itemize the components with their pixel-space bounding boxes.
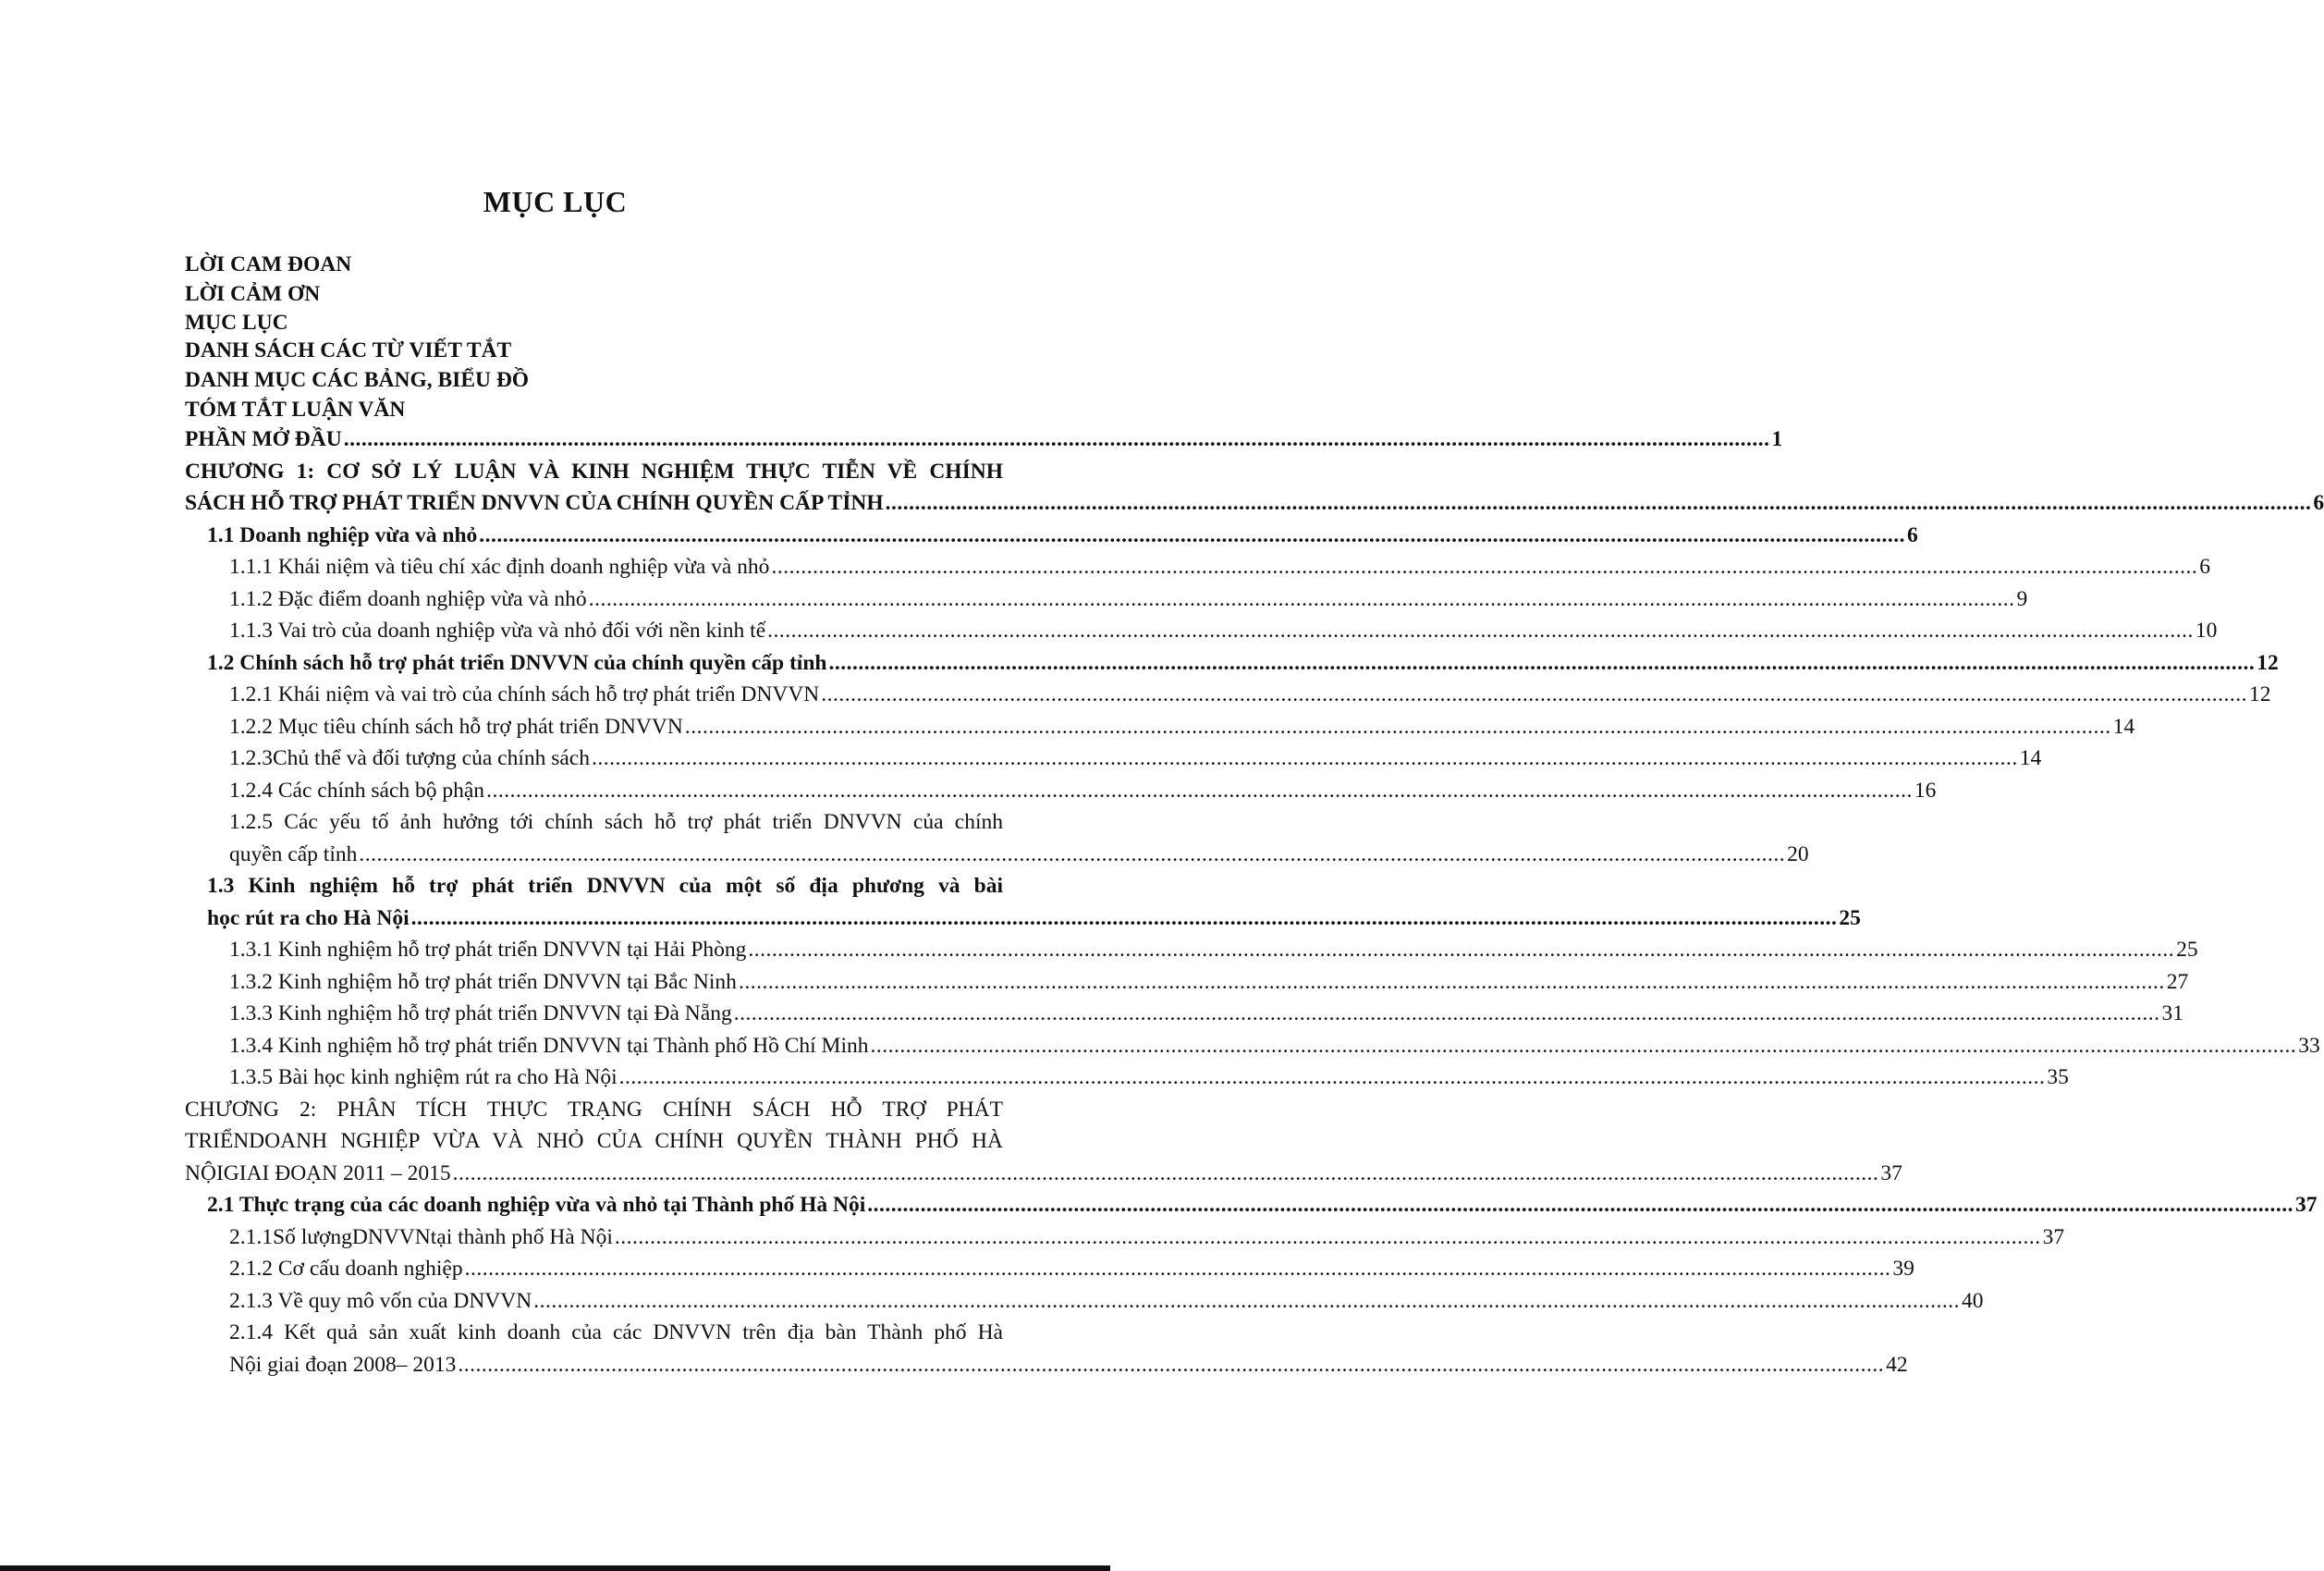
toc-leader-dots: .................................................................................................................................................................................................................................................. (885, 491, 2312, 515)
toc-entry-1-3[interactable] (185, 902, 1861, 935)
toc-entry-text: 1.2.3Chủ thể và đối tượng của chính sách (229, 746, 590, 770)
toc-entry-loi-cam-on[interactable] (185, 280, 1003, 309)
toc-leader-dots: .................................................................................................................................................................................................................................................. (738, 969, 2165, 994)
toc-entry-1-1[interactable] (185, 520, 1918, 552)
toc-entry-text: Nội giai đoạn 2008– 2013 (229, 1352, 457, 1377)
toc-entry-text: 1.1.3 Vai trò của doanh nghiệp vừa và nhỏ đối với nền kinh tế (229, 619, 766, 643)
toc-entry-text: LỜI CAM ĐOAN (185, 252, 352, 276)
toc-page-number: 14 (2019, 746, 2042, 770)
toc-entry-1-2-2[interactable] (185, 711, 2135, 743)
toc-page-number: 25 (2176, 938, 2198, 962)
toc-page-number: 6 (1907, 522, 1918, 547)
toc-entry-1-1-2[interactable] (185, 583, 2028, 616)
toc-page-number: 27 (2166, 969, 2189, 994)
toc-leader-dots: .................................................................................................................................................................................................................................................. (458, 1352, 1885, 1377)
toc-leader-dots: .................................................................................................................................................................................................................................................. (452, 1160, 1879, 1185)
toc-entry-chuong1[interactable] (185, 487, 2324, 520)
table-of-contents (185, 250, 2324, 1381)
toc-entry-chuong2[interactable] (185, 1158, 1902, 1190)
toc-entry-1-3-1[interactable] (185, 934, 2198, 966)
toc-page-number: 6 (2199, 555, 2210, 579)
toc-page-number: 37 (2295, 1193, 2318, 1217)
toc-page-number: 39 (1892, 1257, 1914, 1281)
toc-entry-text: 1.3.5 Bài học kinh nghiệm rút ra cho Hà Nội (229, 1065, 618, 1089)
toc-entry-text: 1.3.4 Kinh nghiệm hỗ trợ phát triển DNVVN tại Thành phố Hồ Chí Minh (229, 1033, 869, 1058)
toc-page-number: 14 (2112, 714, 2135, 739)
toc-page-number: 40 (1961, 1288, 1984, 1313)
toc-page-number: 10 (2195, 619, 2218, 643)
toc-entry-1-3-2[interactable] (185, 966, 2189, 999)
toc-entry-chuong1-line1[interactable]: CHƯƠNG 1: CƠ SỞ LÝ LUẬN VÀ KINH NGHIỆM THỰC TIỄN VỀ CHÍNH (185, 459, 1003, 484)
toc-entry-muc-luc[interactable] (185, 309, 1003, 338)
toc-entry-text: học rút ra cho Hà Nội (207, 905, 410, 930)
toc-entry-text: 1.2 Chính sách hỗ trợ phát triển DNVVN của chính quyền cấp tỉnh (207, 650, 827, 675)
toc-page-number: 31 (2161, 1001, 2183, 1025)
toc-leader-dots: .................................................................................................................................................................................................................................................. (767, 619, 2194, 643)
toc-page-number: 1 (1771, 427, 1783, 451)
toc-entry-chuong2-line2[interactable]: TRIỂNDOANH NGHIỆP VỪA VÀ NHỎ CỦA CHÍNH QUYỀN THÀNH PHỐ HÀ (185, 1129, 1003, 1153)
toc-leader-dots: .................................................................................................................................................................................................................................................. (867, 1193, 2294, 1217)
toc-leader-dots: .................................................................................................................................................................................................................................................. (748, 938, 2175, 962)
toc-entry-chuong2-line1[interactable]: CHƯƠNG 2: PHÂN TÍCH THỰC TRẠNG CHÍNH SÁCH HỖ TRỢ PHÁT (185, 1097, 1003, 1122)
toc-entry-2-1-4-line1[interactable]: 2.1.4 Kết quả sản xuất kinh doanh của các DNVVN trên địa bàn Thành phố Hà (229, 1320, 1003, 1344)
toc-entry-text: 1.1 Doanh nghiệp vừa và nhỏ (207, 522, 478, 547)
toc-entry-text: 1.2.1 Khái niệm và vai trò của chính sách hỗ trợ phát triển DNVVN (229, 682, 820, 706)
toc-leader-dots: .................................................................................................................................................................................................................................................. (359, 841, 1786, 866)
toc-entry-text: TÓM TẮT LUẬN VĂN (185, 397, 406, 422)
toc-entry-text: quyền cấp tỉnh (229, 841, 358, 866)
toc-leader-dots: .................................................................................................................................................................................................................................................. (588, 586, 2015, 611)
toc-entry-text: 2.1.1Số lượngDNVVNtại thành phố Hà Nội (229, 1224, 613, 1249)
toc-leader-dots: .................................................................................................................................................................................................................................................. (592, 746, 2018, 770)
toc-entry-danh-sach-tu-viet-tat[interactable] (185, 337, 1003, 365)
toc-leader-dots: .................................................................................................................................................................................................................................................. (533, 1288, 1960, 1313)
toc-leader-dots: .................................................................................................................................................................................................................................................. (614, 1224, 2041, 1249)
toc-leader-dots: .................................................................................................................................................................................................................................................. (771, 555, 2198, 579)
toc-page-number: 37 (1880, 1160, 1902, 1185)
toc-entry-text: NỘIGIAI ĐOẠN 2011 – 2015 (185, 1160, 451, 1185)
toc-entry-1-2-3[interactable] (185, 743, 2042, 775)
toc-entry-text: 1.2.4 Các chính sách bộ phận (229, 778, 485, 803)
toc-page-number: 35 (2047, 1065, 2069, 1089)
toc-entry-text: DANH MỤC CÁC BẢNG, BIỂU ĐỒ (185, 367, 530, 392)
toc-entry-1-3-4[interactable] (185, 1030, 2320, 1062)
toc-leader-dots: .................................................................................................................................................................................................................................................. (464, 1257, 1891, 1281)
toc-entry-1-3-3[interactable] (185, 998, 2183, 1030)
toc-page-number: 20 (1787, 841, 1809, 866)
toc-entry-danh-muc-bang[interactable] (185, 365, 1003, 396)
toc-entry-text: SÁCH HỖ TRỢ PHÁT TRIỂN DNVVN CỦA CHÍNH QUYỀN CẤP TỈNH (185, 491, 884, 515)
toc-entry-2-1-4[interactable] (185, 1349, 1908, 1381)
toc-entry-text: 1.3.2 Kinh nghiệm hỗ trợ phát triển DNVVN tại Bắc Ninh (229, 969, 737, 994)
toc-entry-2-1-3[interactable] (185, 1285, 1984, 1318)
toc-entry-text: 1.1.2 Đặc điểm doanh nghiệp vừa và nhỏ (229, 586, 587, 611)
toc-entry-text: 1.3.1 Kinh nghiệm hỗ trợ phát triển DNVVN tại Hải Phòng (229, 938, 747, 962)
toc-leader-dots: .................................................................................................................................................................................................................................................. (410, 905, 1838, 930)
toc-page-number: 37 (2042, 1224, 2065, 1249)
toc-entry-text: PHẦN MỞ ĐẦU (185, 427, 342, 451)
toc-page-number: 12 (2249, 682, 2271, 706)
page-bottom-edge (0, 1565, 1110, 1571)
toc-entry-1-2[interactable] (185, 647, 2279, 680)
toc-entry-2-1-2[interactable] (185, 1253, 1914, 1285)
toc-entry-phan-mo-dau[interactable] (185, 423, 1783, 456)
toc-entry-1-1-1[interactable] (185, 551, 2210, 583)
toc-leader-dots: .................................................................................................................................................................................................................................................. (684, 714, 2111, 739)
toc-leader-dots: .................................................................................................................................................................................................................................................. (733, 1001, 2160, 1025)
toc-leader-dots: .................................................................................................................................................................................................................................................. (479, 522, 1906, 547)
toc-entry-text: 2.1.3 Về quy mô vốn của DNVVN (229, 1288, 532, 1313)
toc-entry-text: 2.1 Thực trạng của các doanh nghiệp vừa và nhỏ tại Thành phố Hà Nội (207, 1193, 866, 1217)
toc-entry-1-3-5[interactable] (185, 1062, 2069, 1094)
toc-entry-2-1-1[interactable] (185, 1221, 2065, 1254)
toc-leader-dots: .................................................................................................................................................................................................................................................. (828, 650, 2256, 675)
toc-page-number: 9 (2016, 586, 2028, 611)
toc-entry-1-1-3[interactable] (185, 615, 2218, 647)
toc-leader-dots: .................................................................................................................................................................................................................................................. (618, 1065, 2046, 1089)
toc-entry-text: 1.3.3 Kinh nghiệm hỗ trợ phát triển DNVVN tại Đà Nẵng (229, 1001, 732, 1025)
toc-leader-dots: .................................................................................................................................................................................................................................................. (870, 1033, 2297, 1058)
toc-entry-tom-tat[interactable] (185, 396, 1003, 424)
toc-page-number: 33 (2298, 1033, 2320, 1058)
toc-entry-1-2-5[interactable] (185, 839, 1809, 871)
toc-entry-text: DANH SÁCH CÁC TỪ VIẾT TẮT (185, 338, 512, 362)
toc-entry-text: 1.1.1 Khái niệm và tiêu chí xác định doanh nghiệp vừa và nhỏ (229, 555, 770, 579)
toc-entry-1-3-line1[interactable]: 1.3 Kinh nghiệm hỗ trợ phát triển DNVVN của một số địa phương và bài (207, 874, 1003, 898)
toc-entry-1-2-1[interactable] (185, 679, 2271, 711)
toc-entry-loi-cam-doan[interactable] (185, 250, 1003, 280)
toc-leader-dots: .................................................................................................................................................................................................................................................. (821, 682, 2248, 706)
toc-entry-1-2-5-line1[interactable]: 1.2.5 Các yếu tố ảnh hưởng tới chính sách hỗ trợ phát triển DNVVN của chính (229, 810, 1003, 834)
page-title: MỤC LỤC (483, 185, 628, 218)
toc-page-number: 16 (1914, 778, 1937, 803)
toc-entry-text: 1.2.2 Mục tiêu chính sách hỗ trợ phát triển DNVVN (229, 714, 683, 739)
toc-page-number: 6 (2313, 491, 2324, 515)
toc-leader-dots: .................................................................................................................................................................................................................................................. (486, 778, 1913, 803)
toc-page-number: 25 (1839, 905, 1861, 930)
toc-entry-1-2-4[interactable] (185, 775, 1937, 807)
toc-entry-2-1[interactable] (185, 1189, 2318, 1221)
toc-entry-text: MỤC LỤC (185, 310, 288, 335)
toc-page-number: 42 (1886, 1352, 1908, 1377)
toc-page-number: 12 (2257, 650, 2279, 675)
toc-entry-text: LỜI CẢM ƠN (185, 282, 321, 306)
toc-leader-dots: .................................................................................................................................................................................................................................................. (343, 427, 1770, 451)
toc-entry-text: 2.1.2 Cơ cấu doanh nghiệp (229, 1257, 463, 1281)
